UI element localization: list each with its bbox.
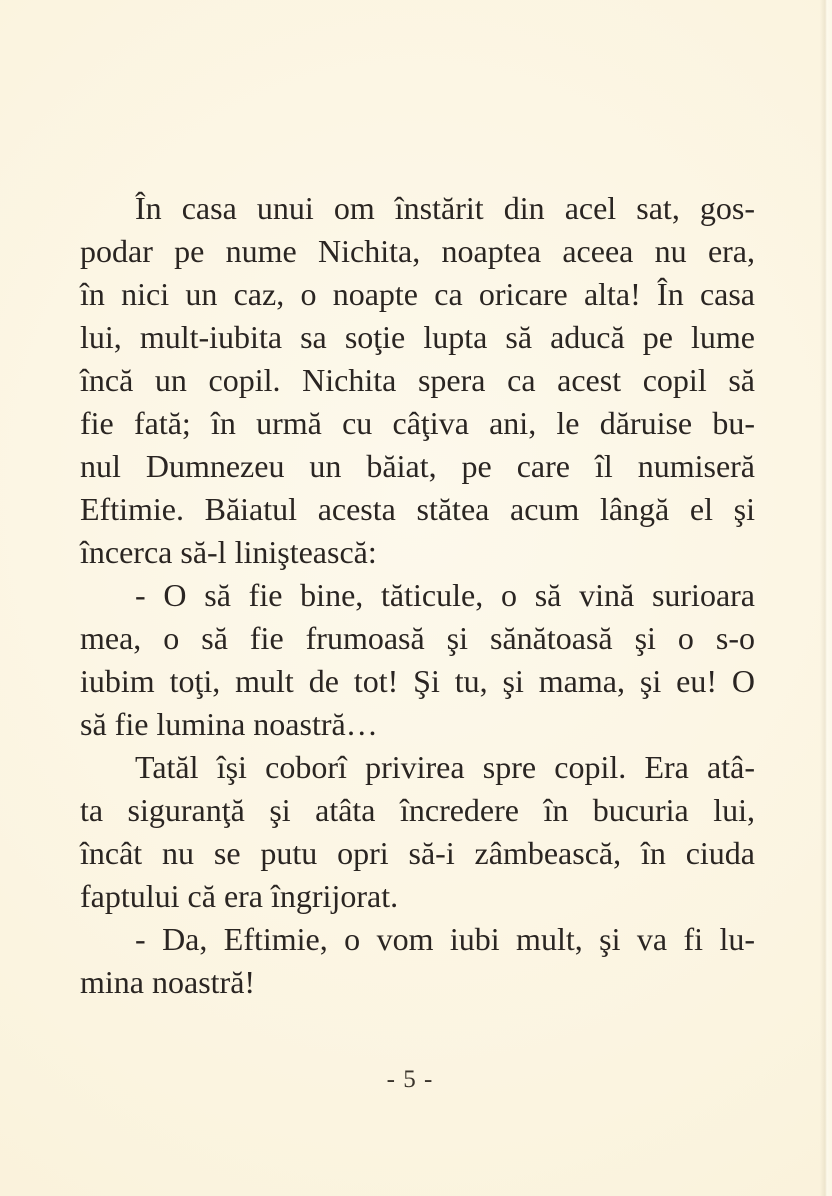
text-line: fie fată; în urmă cu câţiva ani, le dăruise bu- <box>80 405 755 441</box>
text-line: mea, o să fie frumoasă şi sănătoasă şi o s-o <box>80 620 755 656</box>
text-line: lui, mult-iubita sa soţie lupta să aducă pe lume <box>80 319 755 355</box>
text-line: Tatăl îşi coborî privirea spre copil. Era atâ- <box>135 749 755 785</box>
text-line: mina noastră! <box>80 964 256 1000</box>
text-line: încât nu se putu opri să-i zâmbească, în ciuda <box>80 835 755 871</box>
text-line: - O să fie bine, tăticule, o să vină surioara <box>135 577 755 613</box>
text-line: să fie lumina noastră… <box>80 706 378 742</box>
text-line: - Da, Eftimie, o vom iubi mult, şi va fi lu- <box>135 921 755 957</box>
text-line: ta siguranţă şi atâta încredere în bucuria lui, <box>80 792 755 828</box>
text-line: faptului că era îngrijorat. <box>80 878 399 914</box>
page-edge-shading <box>820 0 832 1196</box>
text-line: iubim toţi, mult de tot! Şi tu, şi mama, şi eu! O <box>80 663 755 699</box>
text-line: Eftimie. Băiatul acesta stătea acum lângă el şi <box>80 491 755 527</box>
text-line: în nici un caz, o noapte ca oricare alta! În casa <box>80 276 755 312</box>
text-line: încerca să-l liniştească: <box>80 534 377 570</box>
text-line: nul Dumnezeu un băiat, pe care îl numiseră <box>80 448 755 484</box>
text-line: încă un copil. Nichita spera ca acest copil să <box>80 362 755 398</box>
body-text <box>80 187 755 1004</box>
page-number: - 5 - <box>386 1066 434 1093</box>
text-line: În casa unui om înstărit din acel sat, gos- <box>135 190 755 226</box>
text-line: podar pe nume Nichita, noaptea aceea nu era, <box>80 233 755 269</box>
